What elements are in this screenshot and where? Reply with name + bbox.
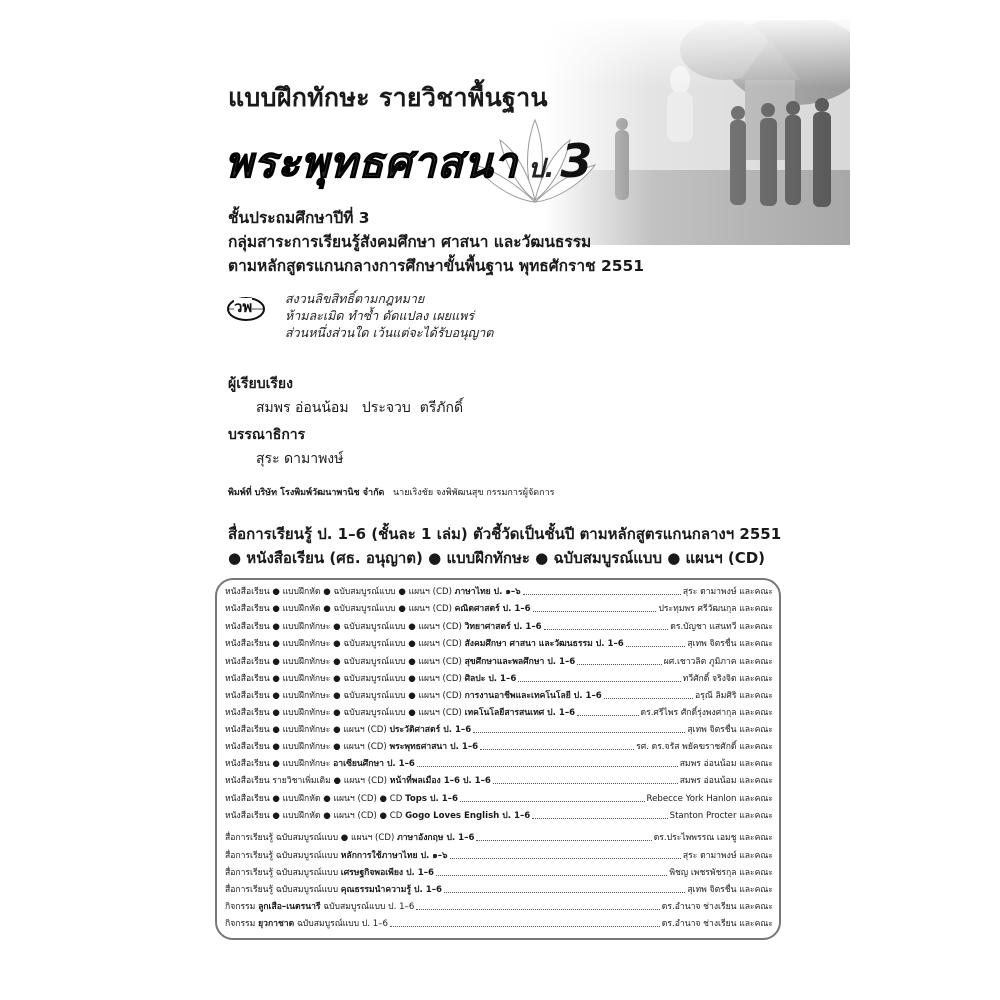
- catalog-subject: วิทยาศาสตร์ ป. 1–6: [464, 622, 542, 632]
- catalog-row: [225, 897, 773, 913]
- catalog-prefix: สื่อการเรียนรู้ ฉบับสมบูรณ์แบบ: [225, 868, 341, 878]
- dot-leader: [476, 840, 651, 841]
- catalog-title: [225, 722, 471, 736]
- catalog-prefix: กิจกรรม: [225, 902, 259, 912]
- catalog-title: [225, 756, 415, 770]
- catalog-author: ทวีศักดิ์ จริงจิต และคณะ: [682, 674, 773, 684]
- dot-leader: [604, 698, 693, 699]
- catalog-prefix: หนังสือเรียน ● แบบฝึกทักษะ ● แผนฯ (CD): [225, 742, 390, 752]
- catalog-author: สุเทพ จิตรชื่น และคณะ: [687, 725, 773, 735]
- editor-label: บรรณาธิการ: [228, 427, 306, 443]
- catalog-row: [225, 771, 773, 787]
- dot-leader: [444, 892, 685, 893]
- catalog-prefix: สื่อการเรียนรู้ ฉบับสมบูรณ์แบบ: [225, 885, 341, 895]
- catalog-prefix: สื่อการเรียนรู้ ฉบับสมบูรณ์แบบ ● แผนฯ (CD): [225, 833, 398, 843]
- catalog-title: [225, 882, 442, 896]
- authors-names: สมพร อ่อนน้อม ประจวบ ตรีภักดิ์: [256, 400, 464, 416]
- curriculum-text: ตามหลักสูตรแกนกลางการศึกษาขั้นพื้นฐาน พุทธศักราช 2551: [228, 257, 645, 275]
- catalog-author: Stanton Procter และคณะ: [669, 811, 773, 821]
- catalog-author: สุระ ดามาพงษ์ และคณะ: [682, 587, 773, 597]
- catalog-row: [225, 599, 773, 615]
- catalog-prefix: กิจกรรม: [225, 919, 259, 929]
- media-heading: สื่อการเรียนรู้ ป. 1–6 (ชั้นละ 1 เล่ม) ตัวชี้วัดเป็นชั้นปี ตามหลักสูตรแกนกลางฯ 2551: [228, 525, 782, 543]
- catalog-title: [225, 688, 602, 702]
- catalog-title: [225, 584, 521, 598]
- catalog-prefix: หนังสือเรียน ● แบบฝึกทักษะ ● ฉบับสมบูรณ์แบบ ● แผนฯ (CD): [225, 691, 465, 701]
- catalog-prefix: หนังสือเรียน ● แบบฝึกหัด ● แผนฯ (CD) ● CD: [225, 794, 406, 804]
- publisher-logo-text: วพ: [234, 298, 253, 316]
- catalog-author: ดร.ศรีไพร ศักดิ์รุ่งพงศากุล และคณะ: [640, 708, 773, 718]
- grade-number: 3: [560, 134, 593, 188]
- catalog-prefix: หนังสือเรียน ● แบบฝึกทักษะ: [225, 759, 334, 769]
- catalog-row: [225, 914, 773, 930]
- dot-leader: [544, 629, 669, 630]
- catalog-subject: หน้าที่พลเมือง 1–6 ป. 1–6: [389, 776, 491, 786]
- catalog-prefix: หนังสือเรียน ● แบบฝึกทักษะ ● แผนฯ (CD): [225, 725, 390, 735]
- catalog-row: [225, 863, 773, 879]
- catalog-subject: เทคโนโลยีสารสนเทศ ป. 1–6: [464, 708, 576, 718]
- catalog-title: [225, 865, 434, 879]
- catalog-row: [225, 669, 773, 685]
- catalog-subject: Gogo Loves English ป. 1–6: [405, 811, 531, 821]
- catalog-row: [225, 686, 773, 702]
- series-title: แบบฝึกทักษะ รายวิชาพื้นฐาน: [228, 83, 548, 112]
- catalog-subject: ภาษาไทย ป. ๑–๖: [454, 587, 521, 597]
- catalog-row: [225, 806, 773, 822]
- catalog-row: [225, 789, 773, 805]
- catalog-title: [225, 791, 458, 805]
- catalog-subject: คณิตศาสตร์ ป. 1–6: [454, 604, 531, 614]
- catalog-prefix: หนังสือเรียน ● แบบฝึกหัด ● แผนฯ (CD) ● CD: [225, 811, 406, 821]
- printer-line: [228, 485, 554, 499]
- editor-name: สุระ ดามาพงษ์: [256, 451, 344, 467]
- catalog-subject: ประวัติศาสตร์ ป. 1–6: [389, 725, 472, 735]
- catalog-subject: คุณธรรมนำความรู้ ป. 1–6: [340, 885, 442, 895]
- catalog-author: ดร.อำนาจ ช่างเรียน และคณะ: [661, 919, 773, 929]
- catalog-row: [225, 846, 773, 862]
- catalog-title: [225, 739, 478, 753]
- catalog-author: ผศ.เชาวลิต ภูมิภาค และคณะ: [663, 657, 773, 667]
- catalog-subject: สังคมศึกษา ศาสนา และวัฒนธรรม ป. 1–6: [464, 639, 624, 649]
- catalog-row: [225, 582, 773, 598]
- catalog-suffix: ฉบับสมบูรณ์แบบ ป. 1–6: [320, 902, 415, 912]
- book-title: พระพุทธศาสนา: [225, 138, 518, 187]
- dot-leader: [523, 594, 681, 595]
- catalog-author: อรุณี ลิมศิริ และคณะ: [695, 691, 773, 701]
- catalog-author: ประทุมพร ศรีวัฒนกุล และคณะ: [658, 604, 773, 614]
- catalog-title: [225, 899, 414, 913]
- catalog-row: [225, 703, 773, 719]
- catalog-title: [225, 636, 624, 650]
- catalog-author: พิชญ เพชรพัชรกุล และคณะ: [669, 868, 773, 878]
- catalog-prefix: หนังสือเรียน ● แบบฝึกทักษะ ● ฉบับสมบูรณ์แบบ ● แผนฯ (CD): [225, 674, 465, 684]
- catalog-suffix: ฉบับสมบูรณ์แบบ ป. 1–6: [294, 919, 388, 929]
- catalog-prefix: หนังสือเรียน ● แบบฝึกหัด ● ฉบับสมบูรณ์แบบ ● แผนฯ (CD): [225, 604, 455, 614]
- dot-leader: [450, 858, 681, 859]
- group-text: กลุ่มสาระการเรียนรู้สังคมศึกษา ศาสนา และวัฒนธรรม: [228, 233, 592, 251]
- catalog-subject: หลักการใช้ภาษาไทย ป. ๑–๖: [340, 851, 448, 861]
- printer-prefix: พิมพ์ที่: [228, 488, 252, 498]
- copyright-line: ส่วนหนึ่งส่วนใด เว้นแต่จะได้รับอนุญาต: [285, 325, 494, 340]
- catalog-prefix: หนังสือเรียน ● แบบฝึกทักษะ ● ฉบับสมบูรณ์แบบ ● แผนฯ (CD): [225, 708, 465, 718]
- catalog-title: [225, 705, 575, 719]
- catalog-subject: การงานอาชีพและเทคโนโลยี ป. 1–6: [464, 691, 602, 701]
- media-types: ● หนังสือเรียน (ศธ. อนุญาต) ● แบบฝึกทักษะ ● ฉบับสมบูรณ์แบบ ● แผนฯ (CD): [228, 549, 766, 567]
- dot-leader: [473, 732, 685, 733]
- catalog-prefix: หนังสือเรียน ● แบบฝึกทักษะ ● ฉบับสมบูรณ์แบบ ● แผนฯ (CD): [225, 657, 465, 667]
- catalog-row: [225, 617, 773, 633]
- catalog-title: [225, 654, 575, 668]
- catalog-author: Rebecce York Hanlon และคณะ: [646, 794, 773, 804]
- book-title-row: [225, 130, 592, 190]
- catalog-row: [225, 720, 773, 736]
- catalog-prefix: หนังสือเรียน ● แบบฝึกทักษะ ● ฉบับสมบูรณ์แบบ ● แผนฯ (CD): [225, 622, 465, 632]
- catalog-author: สุระ ดามาพงษ์ และคณะ: [682, 851, 773, 861]
- dot-leader: [460, 801, 645, 802]
- catalog-prefix: หนังสือเรียน ● แบบฝึกหัด ● ฉบับสมบูรณ์แบบ ● แผนฯ (CD): [225, 587, 455, 597]
- dot-leader: [436, 875, 667, 876]
- catalog-title: [225, 916, 388, 930]
- catalog-prefix: หนังสือเรียน รายวิชาเพิ่มเติม ● แผนฯ (CD): [225, 776, 390, 786]
- catalog-subject: เศรษฐกิจพอเพียง ป. 1–6: [340, 868, 435, 878]
- dot-leader: [626, 646, 686, 647]
- catalog-prefix: หนังสือเรียน ● แบบฝึกทักษะ ● ฉบับสมบูรณ์แบบ ● แผนฯ (CD): [225, 639, 465, 649]
- catalog-subject: ลูกเสือ–เนตรนารี: [258, 902, 321, 912]
- catalog-author: ดร.อำนาจ ช่างเรียน และคณะ: [661, 902, 773, 912]
- copyright-line: ห้ามละเมิด ทำซ้ำ ดัดแปลง เผยแพร่: [285, 308, 475, 323]
- catalog-author: ดร.บัญชา แสนทวี และคณะ: [670, 622, 773, 632]
- catalog-row: [225, 880, 773, 896]
- catalog-subject: สุขศึกษาและพลศึกษา ป. 1–6: [464, 657, 576, 667]
- catalog-subject: Tops ป. 1–6: [405, 794, 458, 804]
- catalog-title: [225, 671, 516, 685]
- catalog-title: [225, 830, 474, 844]
- catalog-title: [225, 601, 531, 615]
- catalog-author: สุเทพ จิตรชื่น และคณะ: [687, 885, 773, 895]
- authors-label: ผู้เรียบเรียง: [228, 376, 293, 392]
- dot-leader: [480, 749, 634, 750]
- catalog-row: [225, 754, 773, 770]
- copyright-line: สงวนลิขสิทธิ์ตามกฎหมาย: [285, 291, 425, 306]
- catalog-row: [225, 652, 773, 668]
- dot-leader: [417, 766, 678, 767]
- catalog-row: [225, 634, 773, 650]
- catalog-author: ดร.ประไพพรรณ เอมชู และคณะ: [653, 833, 773, 843]
- catalog-subject: อาเซียนศึกษา ป. 1–6: [333, 759, 415, 769]
- copyright-notice: [285, 290, 493, 341]
- catalog-prefix: สื่อการเรียนรู้ ฉบับสมบูรณ์แบบ: [225, 851, 341, 861]
- dot-leader: [577, 715, 638, 716]
- catalog-subject: ศิลปะ ป. 1–6: [464, 674, 517, 684]
- dot-leader: [390, 926, 660, 927]
- printer-name: บริษัท โรงพิมพ์วัฒนาพานิช จำกัด: [254, 488, 385, 498]
- catalog-title: [225, 808, 530, 822]
- dot-leader: [518, 681, 680, 682]
- publisher-logo: [226, 295, 266, 323]
- catalog-row: [225, 737, 773, 753]
- catalog-subject: ยุวกาชาด: [258, 919, 295, 929]
- catalog-author: รศ. ดร.จรัส พยัคฆราชศักดิ์ และคณะ: [636, 742, 773, 752]
- dot-leader: [416, 909, 660, 910]
- catalog-subject: ภาษาอังกฤษ ป. 1–6: [397, 833, 475, 843]
- printer-person: นายเริงชัย จงพิพัฒนสุข กรรมการผู้จัดการ: [393, 488, 555, 498]
- grade-label: ป.: [527, 154, 555, 184]
- catalog-author: สมพร อ่อนน้อม และคณะ: [679, 759, 773, 769]
- catalog-author: สมพร อ่อนน้อม และคณะ: [679, 776, 773, 786]
- dot-leader: [533, 611, 657, 612]
- catalog-subject: พระพุทธศาสนา ป. 1–6: [389, 742, 479, 752]
- dot-leader: [577, 664, 661, 665]
- catalog-title: [225, 619, 542, 633]
- catalog-row: [225, 828, 773, 844]
- catalog-title: [225, 773, 491, 787]
- dot-leader: [532, 818, 667, 819]
- dot-leader: [493, 783, 678, 784]
- catalog-author: สุเทพ จิตรชื่น และคณะ: [687, 639, 773, 649]
- catalog-title: [225, 848, 448, 862]
- level-text: ชั้นประถมศึกษาปีที่ 3: [228, 209, 370, 227]
